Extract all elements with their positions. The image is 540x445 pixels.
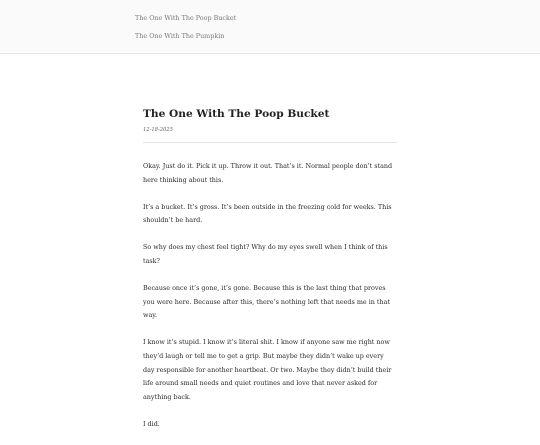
post-paragraph: It’s a bucket. It’s gross. It’s been outside in the freezing cold for weeks. This shouldn’t be hard. xyxy=(143,202,392,225)
post-paragraph: I know it’s stupid. I know it’s literal shit. I know if anyone saw me right now they’d laugh or tell me to get a grip. But maybe they didn’t wake up every day responsible for another heartbeat. Or two. Maybe they didn’t build their life around small needs and quiet routines and love that never asked for anything back. xyxy=(143,338,392,401)
post-title: The One With The Poop Bucket xyxy=(143,108,330,120)
post-paragraph: Okay. Just do it. Pick it up. Throw it out. That’s it. Normal people don’t stand here thinking about this. xyxy=(143,162,393,184)
nav-link-poop-bucket[interactable]: The One With The Poop Bucket xyxy=(135,14,237,22)
post-body xyxy=(143,160,397,431)
nav-link-pumpkin[interactable]: The One With The Pumpkin xyxy=(135,32,225,40)
post-paragraph: I did. xyxy=(143,419,160,428)
post-paragraph: So why does my chest feel tight? Why do my eyes swell when I think of this task? xyxy=(143,243,388,265)
post-paragraph: Because once it’s gone, it’s gone. Because this is the last thing that proves you were here. Because after this, there’s nothing left that needs me in that way. xyxy=(143,284,390,320)
blog-post xyxy=(143,105,397,445)
top-navigation xyxy=(0,0,540,54)
title-divider xyxy=(143,142,397,143)
post-date: 12-18-2025 xyxy=(143,127,173,133)
